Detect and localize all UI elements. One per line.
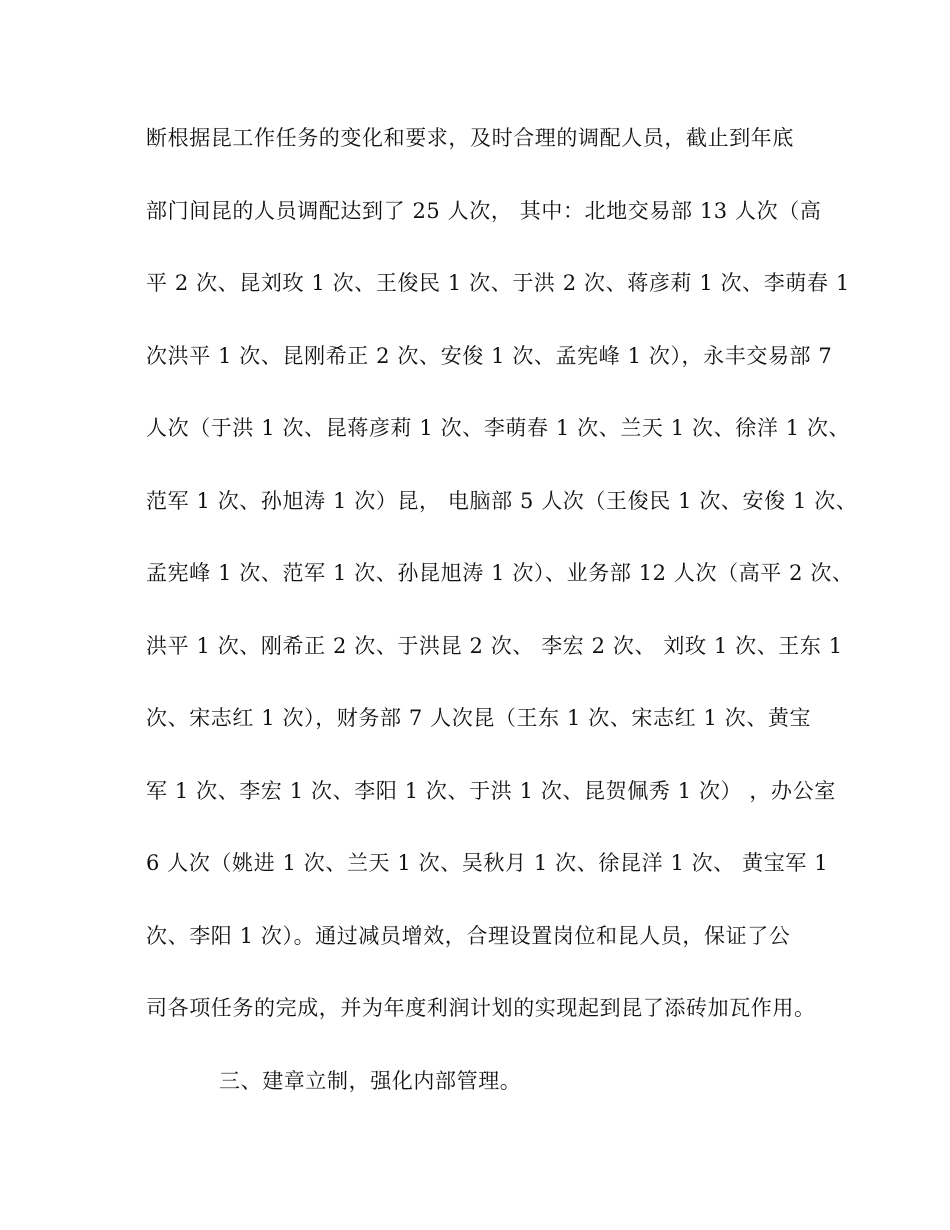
text-line-9: 次、宋志红 1 次），财务部 7 人次昆（王东 1 次、宋志红 1 次、黄宝 [146, 706, 812, 730]
text-line-4: 次洪平 1 次、昆刚希正 2 次、安俊 1 次、孟宪峰 1 次），永丰交易部 7 [146, 343, 833, 368]
body-text [146, 118, 858, 1133]
text-line-2: 部门间昆的人员调配达到了 25 人次， 其中：北地交易部 13 人次（高 [146, 198, 822, 223]
text-line-11: 6 人次（姚进 1 次、兰天 1 次、吴秋月 1 次、徐昆洋 1 次、 黄宝军 1 [146, 851, 829, 875]
text-line-10: 军 1 次、李宏 1 次、李阳 1 次、于洪 1 次、昆贺佩秀 1 次） ，办公室 [146, 778, 836, 803]
text-line-12: 次、李阳 1 次）。通过减员增效，合理设置岗位和昆人员，保证了公 [146, 923, 791, 948]
section-heading: 三、建章立制，强化内部管理。 [219, 1068, 522, 1093]
text-line-6: 范军 1 次、孙旭涛 1 次）昆， 电脑部 5 人次（王俊民 1 次、安俊 1 次、 [146, 488, 858, 513]
text-line-13: 司各项任务的完成，并为年度利润计划的实现起到昆了添砖加瓦作用。 [146, 996, 816, 1020]
text-line-3: 平 2 次、昆刘玫 1 次、王俊民 1 次、于洪 2 次、蒋彦莉 1 次、李萌春 1 [146, 271, 850, 295]
text-line-5: 人次（于洪 1 次、昆蒋彦莉 1 次、李萌春 1 次、兰天 1 次、徐洋 1 次、 [146, 416, 851, 440]
text-line-1: 断根据昆工作任务的变化和要求，及时合理的调配人员，截止到年底 [146, 126, 794, 150]
text-line-8: 洪平 1 次、刚希正 2 次、于洪昆 2 次、 李宏 2 次、 刘玫 1 次、王东 1 [146, 633, 843, 658]
text-line-7: 孟宪峰 1 次、范军 1 次、孙昆旭涛 1 次）、业务部 12 人次（高平 2 次、 [146, 561, 854, 585]
